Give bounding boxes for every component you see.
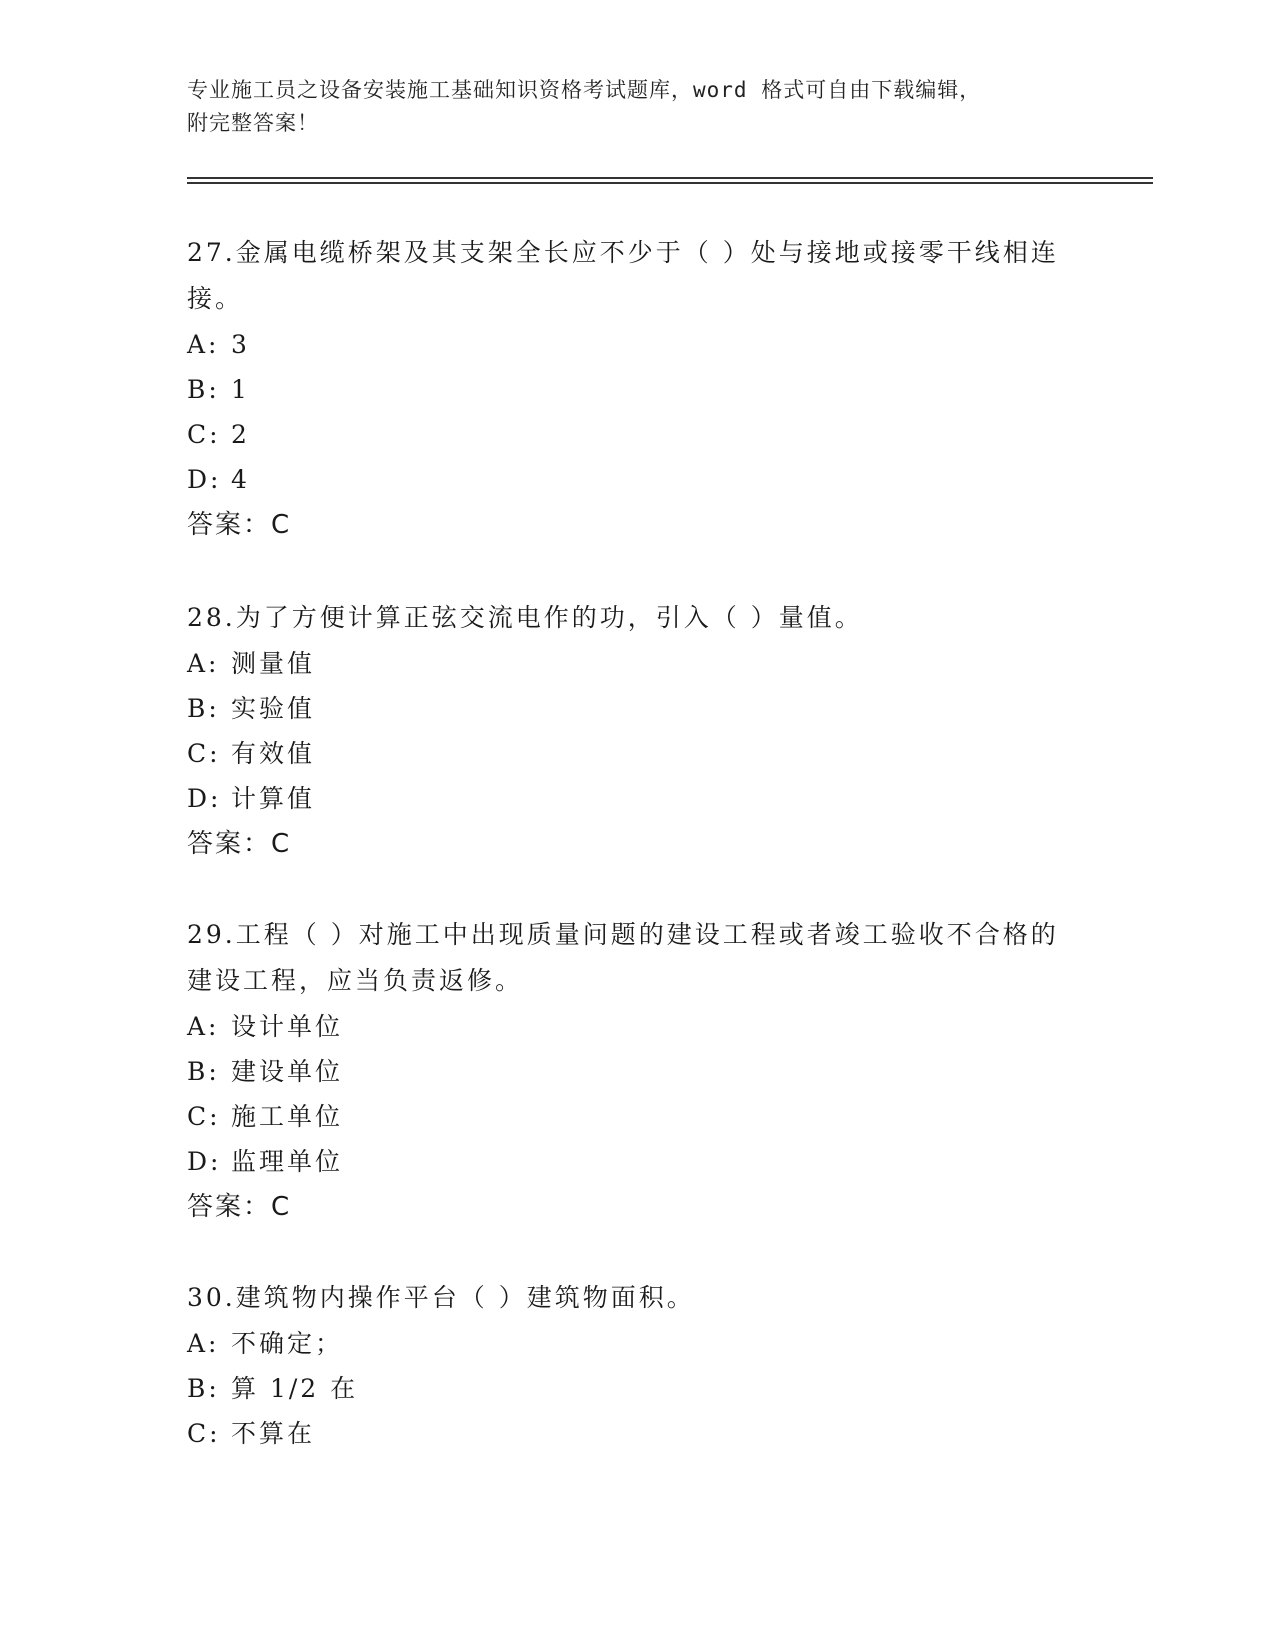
header-line-1: 专业施工员之设备安装施工基础知识资格考试题库，word 格式可自由下载编辑， xyxy=(187,78,982,102)
option-key: C: xyxy=(187,420,221,449)
question-27 xyxy=(187,230,1067,548)
question-30 xyxy=(187,1275,1067,1456)
option-key: B: xyxy=(187,1374,220,1403)
option-key: D: xyxy=(187,1147,222,1176)
question-stem: 30.建筑物内操作平台（ ）建筑物面积。 xyxy=(187,1283,695,1312)
answer-line: 答案：C xyxy=(187,510,292,540)
option-a xyxy=(187,1321,1067,1366)
option-key: D: xyxy=(187,784,222,813)
header-divider-bottom xyxy=(187,182,1153,184)
option-key: C: xyxy=(187,1102,221,1131)
option-key: C: xyxy=(187,1419,221,1448)
option-key: B: xyxy=(187,1057,220,1086)
question-28 xyxy=(187,595,1067,867)
answer-line: 答案：C xyxy=(187,829,292,859)
option-text: 1 xyxy=(231,375,250,404)
option-text: 3 xyxy=(231,330,250,359)
option-text: 不算在 xyxy=(231,1419,316,1448)
option-text: 4 xyxy=(231,465,250,494)
option-text: 实验值 xyxy=(231,694,316,723)
option-a xyxy=(187,641,1067,686)
question-stem: 27.金属电缆桥架及其支架全长应不少于（ ）处与接地或接零干线相连接。 xyxy=(187,238,1059,313)
option-text: 算 1/2 在 xyxy=(231,1374,359,1403)
option-key: C: xyxy=(187,739,221,768)
option-text: 计算值 xyxy=(231,784,316,813)
option-text: 测量值 xyxy=(231,649,316,678)
document-header xyxy=(187,74,1067,140)
option-key: A: xyxy=(187,1329,220,1358)
option-d xyxy=(187,1139,1067,1184)
option-key: B: xyxy=(187,375,220,404)
option-c xyxy=(187,1411,1067,1456)
option-b xyxy=(187,367,1067,412)
answer-line: 答案：C xyxy=(187,1192,292,1222)
option-b xyxy=(187,1366,1067,1411)
option-b xyxy=(187,1049,1067,1094)
header-line-2: 附完整答案！ xyxy=(187,111,319,135)
question-stem: 29.工程（ ）对施工中出现质量问题的建设工程或者竣工验收不合格的建设工程，应当负责返修。 xyxy=(187,920,1059,995)
option-d xyxy=(187,457,1067,502)
option-c xyxy=(187,731,1067,776)
option-d xyxy=(187,776,1067,821)
option-key: A: xyxy=(187,649,220,678)
option-key: A: xyxy=(187,330,220,359)
option-text: 监理单位 xyxy=(231,1147,344,1176)
option-key: D: xyxy=(187,465,222,494)
option-key: B: xyxy=(187,694,220,723)
option-a xyxy=(187,1004,1067,1049)
header-divider-top xyxy=(187,177,1153,179)
option-b xyxy=(187,686,1067,731)
option-text: 建设单位 xyxy=(231,1057,344,1086)
option-text: 有效值 xyxy=(231,739,316,768)
option-c xyxy=(187,1094,1067,1139)
option-text: 设计单位 xyxy=(231,1012,344,1041)
option-a xyxy=(187,322,1067,367)
option-text: 施工单位 xyxy=(231,1102,344,1131)
option-text: 不确定； xyxy=(231,1329,344,1358)
option-text: 2 xyxy=(231,420,250,449)
question-29 xyxy=(187,912,1067,1230)
option-key: A: xyxy=(187,1012,220,1041)
option-c xyxy=(187,412,1067,457)
question-stem: 28.为了方便计算正弦交流电作的功，引入（ ）量值。 xyxy=(187,603,863,632)
